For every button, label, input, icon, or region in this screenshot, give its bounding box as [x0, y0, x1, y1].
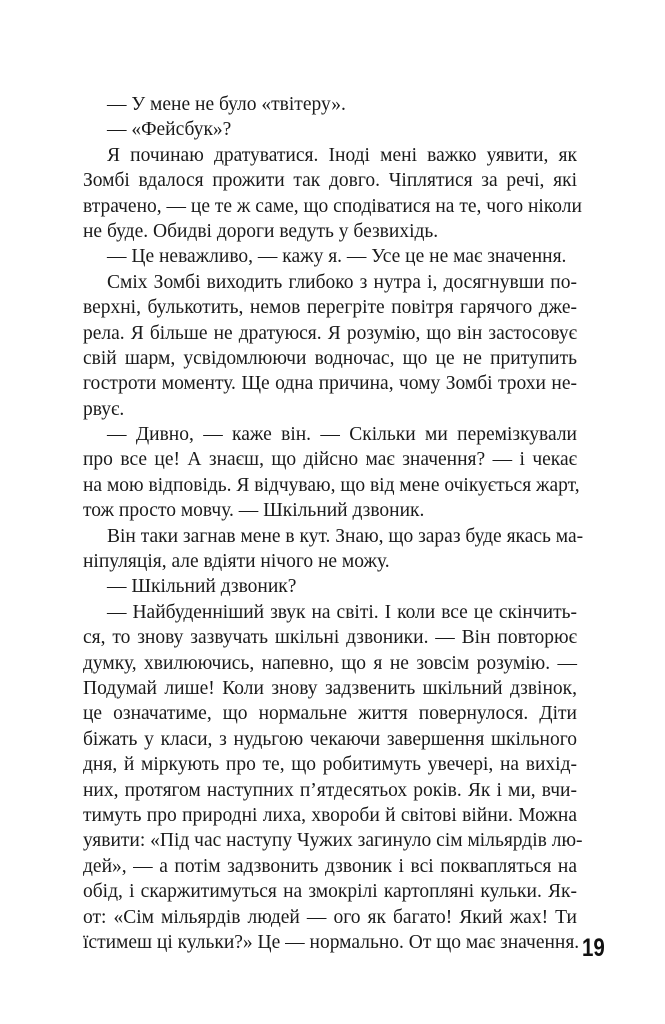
- text-line: свій шарм, усвідомлюючи водночас, що це не притупить: [83, 347, 577, 369]
- text-line: тимуть про природні лиха, хвороби й світові війни. Можна: [83, 804, 577, 826]
- text-line: — Це неважливо, — кажу я. — Усе це не має значення.: [107, 246, 567, 268]
- text-line: не буде. Обидві дороги ведуть у безвихідь.: [83, 220, 439, 242]
- paragraph: [83, 600, 583, 955]
- text-line: дей», — а потім задзвонить дзвоник і всі поквапляться на: [83, 855, 577, 877]
- text-line: — «Фейсбук»?: [107, 119, 232, 141]
- page-body-text: [83, 92, 584, 955]
- text-line: дня, й міркують про те, що робитимуть увечері, на вихід-: [83, 754, 577, 776]
- text-line: — Дивно, — каже він. — Скільки ми перемізкували: [107, 424, 577, 446]
- text-line: Сміх Зомбі виходить глибоко з нутра і, досягнувши по-: [107, 271, 577, 293]
- paragraph: [83, 574, 577, 599]
- text-line: них, протягом наступних п’ятдесятьох років. Як і ми, вчи-: [83, 779, 577, 801]
- text-line: тож просто мовчу. — Шкільний дзвоник.: [83, 500, 425, 522]
- text-line: ніпуляція, але вдіяти нічого не можу.: [83, 551, 390, 573]
- text-line: ся, то знову зазвучать шкільні дзвоники. — Він повторює: [83, 627, 577, 649]
- paragraph: [83, 270, 577, 422]
- text-line: Я починаю дратуватися. Іноді мені важко уявити, як: [107, 144, 577, 166]
- text-line: рела. Я більше не дратуюся. Я розумію, що він застосовує: [83, 322, 577, 344]
- text-line: це означатиме, що нормальне життя повернулося. Діти: [83, 703, 577, 725]
- text-line: от: «Сім мільярдів людей — ого як багато! Який жах! Ти: [83, 906, 577, 928]
- page-number: 19: [582, 934, 605, 962]
- text-line: — Шкільний дзвоник?: [107, 576, 297, 598]
- text-line: Він таки загнав мене в кут. Знаю, що зараз буде якась ма-: [107, 525, 584, 547]
- text-line: — У мене не було «твітеру».: [107, 94, 346, 115]
- text-line: гостроти моменту. Ще одна причина, чому Зомбі трохи не-: [83, 373, 577, 395]
- text-line: думку, хвилюючись, напевно, що я не зовсім розумію. —: [83, 652, 577, 674]
- text-line: втрачено, — це те ж саме, що сподіватися на те, чого ніколи: [83, 195, 582, 217]
- paragraph: [83, 422, 580, 524]
- text-line: про все це! А знаєш, що дійсно має значення? — і чекає: [83, 449, 577, 471]
- paragraph: [83, 117, 577, 142]
- text-line: — Найбуденніший звук на світі. І коли все це скінчить-: [107, 601, 577, 623]
- text-line: уявити: «Під час наступу Чужих загинуло сім мільярдів лю-: [83, 830, 583, 852]
- text-line: Зомбі вдалося прожити так довго. Чіплятися за речі, які: [83, 170, 577, 192]
- text-line: на мою відповідь. Я відчуваю, що від мене очікується жарт,: [83, 474, 580, 496]
- paragraph: [83, 244, 577, 269]
- paragraph: [83, 92, 577, 117]
- paragraph: [83, 143, 582, 245]
- text-line: рвує.: [83, 398, 125, 420]
- text-line: обід, і скаржитимуться на змокрілі картопляні кульки. Як-: [83, 881, 577, 903]
- paragraph: [83, 524, 584, 575]
- text-line: їстимеш ці кульки?» Це — нормально. От що має значення.: [83, 931, 580, 953]
- text-line: Подумай лише! Коли знову задзвенить шкільний дзвінок,: [83, 677, 577, 699]
- text-line: біжать у класи, з нудьгою чекаючи завершення шкільного: [83, 728, 577, 750]
- text-line: верхні, булькотить, немов перегріте повітря гарячого дже-: [83, 297, 577, 319]
